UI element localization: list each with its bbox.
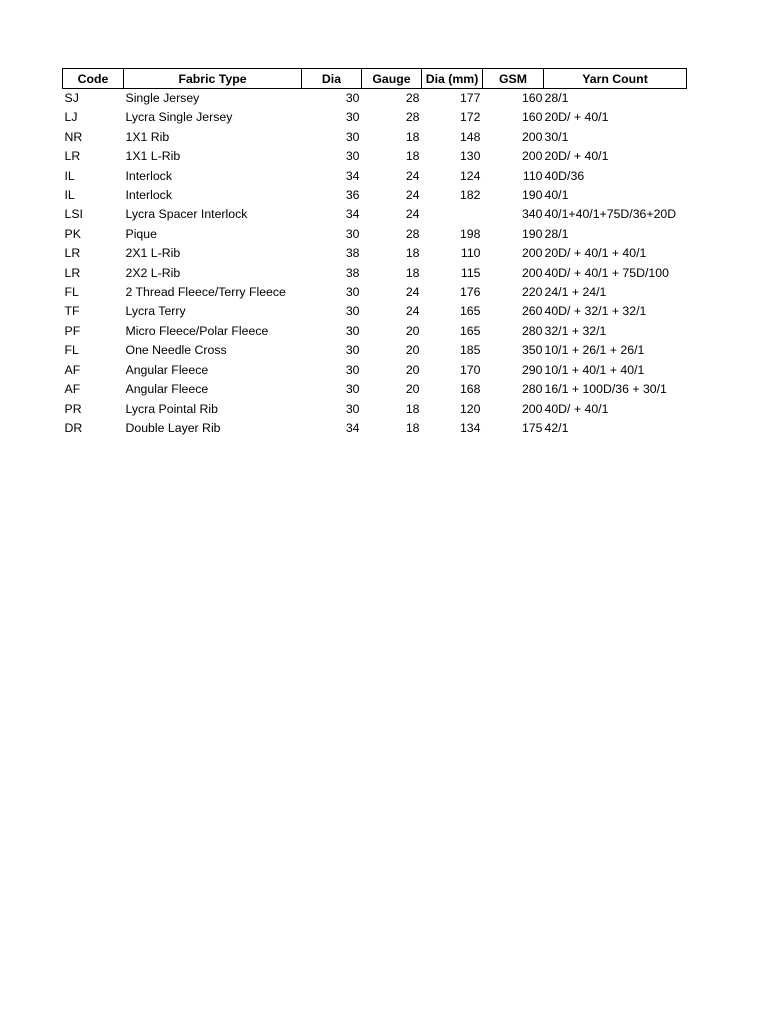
cell-gauge: 24: [405, 304, 420, 319]
cell-gauge: 18: [405, 246, 420, 261]
cell-dia-mm: 124: [459, 168, 481, 183]
table-header: [63, 69, 687, 89]
cell-gauge: 20: [405, 343, 420, 358]
header-code: Code: [63, 69, 124, 89]
cell-yarn-count: 30/1: [544, 129, 569, 144]
cell-dia: 38: [345, 246, 360, 261]
table-row: [63, 128, 687, 147]
cell-gauge: 24: [405, 285, 420, 300]
cell-fabric-type: Interlock: [125, 188, 172, 203]
cell-dia-mm: 130: [459, 149, 481, 164]
cell-dia-mm: 172: [459, 110, 481, 125]
table-row: [63, 341, 687, 360]
fabric-table: [62, 68, 687, 438]
table-row: [63, 283, 687, 302]
cell-dia: 34: [345, 168, 360, 183]
cell-code: SJ: [64, 91, 79, 105]
cell-code: LR: [64, 246, 81, 261]
cell-dia: 30: [345, 362, 360, 377]
cell-fabric-type: 1X1 Rib: [125, 129, 170, 144]
cell-gsm: 220: [521, 285, 543, 300]
cell-code: IL: [64, 188, 75, 203]
cell-fabric-type: Lycra Pointal Rib: [125, 401, 218, 416]
cell-gsm: 200: [521, 246, 543, 261]
header-dia-mm: Dia (mm): [422, 69, 483, 89]
table-row: [63, 302, 687, 321]
header-gauge: Gauge: [362, 69, 422, 89]
cell-dia: 30: [345, 285, 360, 300]
cell-gsm: 160: [521, 110, 543, 125]
header-fabric-type: Fabric Type: [124, 69, 302, 89]
cell-gsm: 200: [521, 129, 543, 144]
cell-code: AF: [64, 382, 81, 397]
table-body: [63, 89, 687, 439]
cell-gauge: 18: [405, 129, 420, 144]
cell-dia: 30: [345, 226, 360, 241]
cell-dia: 30: [345, 110, 360, 125]
cell-yarn-count: 40/1+40/1+75D/36+20D: [544, 207, 677, 222]
cell-gauge: 28: [405, 226, 420, 241]
cell-gauge: 18: [405, 401, 420, 416]
cell-code: PK: [64, 226, 81, 241]
table-row: [63, 167, 687, 186]
cell-fabric-type: 2X2 L-Rib: [125, 265, 181, 280]
table-row: [63, 380, 687, 399]
cell-yarn-count: 40D/36: [544, 168, 585, 183]
cell-fabric-type: Angular Fleece: [125, 382, 209, 397]
cell-dia-mm: 165: [459, 323, 481, 338]
table-row: [63, 147, 687, 166]
cell-gsm: 260: [521, 304, 543, 319]
cell-dia: 34: [345, 420, 360, 435]
cell-dia-mm: [422, 205, 483, 224]
cell-fabric-type: 2X1 L-Rib: [125, 246, 181, 261]
cell-dia: 30: [345, 91, 360, 105]
cell-fabric-type: Lycra Terry: [125, 304, 186, 319]
table-row: [63, 225, 687, 244]
cell-code: LR: [64, 149, 81, 164]
cell-dia: 30: [345, 304, 360, 319]
cell-dia: 30: [345, 129, 360, 144]
cell-gsm: 280: [521, 382, 543, 397]
cell-yarn-count: 20D/ + 40/1: [544, 110, 609, 125]
table-row: [63, 400, 687, 419]
cell-gauge: 18: [405, 149, 420, 164]
cell-gsm: 175: [521, 420, 543, 435]
cell-dia-mm: 185: [459, 343, 481, 358]
cell-gsm: 190: [521, 226, 543, 241]
cell-code: PF: [64, 323, 81, 338]
cell-fabric-type: Pique: [125, 226, 157, 241]
cell-code: IL: [64, 168, 75, 183]
cell-gsm: 190: [521, 188, 543, 203]
cell-code: LR: [64, 265, 81, 280]
header-dia: Dia: [302, 69, 362, 89]
cell-dia-mm: 110: [460, 246, 481, 261]
cell-fabric-type: 1X1 L-Rib: [125, 149, 181, 164]
table-row: [63, 186, 687, 205]
cell-dia-mm: 115: [460, 265, 481, 280]
cell-code: AF: [64, 362, 81, 377]
cell-dia: 36: [345, 188, 360, 203]
cell-code: LSI: [64, 207, 83, 222]
cell-fabric-type: Interlock: [125, 168, 172, 183]
cell-code: FL: [64, 285, 79, 300]
cell-code: LJ: [64, 110, 78, 125]
cell-gauge: 28: [405, 110, 420, 125]
cell-yarn-count: 40D/ + 40/1: [544, 401, 609, 416]
cell-yarn-count: 42/1: [544, 420, 569, 435]
cell-dia-mm: 177: [459, 91, 481, 105]
cell-gauge: 18: [405, 265, 420, 280]
cell-gsm: 200: [521, 401, 543, 416]
cell-dia-mm: 148: [459, 129, 481, 144]
cell-fabric-type: Single Jersey: [125, 91, 200, 105]
cell-code: DR: [64, 420, 83, 435]
cell-yarn-count: 24/1 + 24/1: [544, 285, 607, 300]
cell-yarn-count: 16/1 + 100D/36 + 30/1: [544, 382, 667, 397]
table-row: [63, 264, 687, 283]
cell-dia: 34: [345, 207, 360, 222]
cell-yarn-count: 40D/ + 40/1 + 75D/100: [544, 265, 669, 280]
table-row: [63, 361, 687, 380]
table-row: [63, 322, 687, 341]
cell-dia-mm: 134: [459, 420, 481, 435]
cell-dia: 30: [345, 401, 360, 416]
cell-dia-mm: 165: [459, 304, 481, 319]
cell-dia: 30: [345, 343, 360, 358]
cell-gauge: 18: [405, 420, 420, 435]
cell-fabric-type: Micro Fleece/Polar Fleece: [125, 323, 269, 338]
cell-fabric-type: 2 Thread Fleece/Terry Fleece: [125, 285, 286, 300]
table-row: [63, 89, 687, 109]
cell-dia-mm: 176: [459, 285, 481, 300]
cell-gauge: 24: [405, 188, 420, 203]
cell-dia-mm: 168: [459, 382, 481, 397]
cell-yarn-count: 40/1: [544, 188, 569, 203]
cell-code: PR: [64, 401, 82, 416]
cell-gauge: 20: [405, 362, 420, 377]
cell-gsm: 350: [521, 343, 543, 358]
cell-yarn-count: 28/1: [544, 91, 569, 105]
cell-gsm: 200: [521, 149, 543, 164]
header-row: [63, 69, 687, 89]
cell-gauge: 24: [405, 207, 420, 222]
cell-yarn-count: 10/1 + 26/1 + 26/1: [544, 343, 645, 358]
cell-gsm: 290: [521, 362, 543, 377]
cell-code: FL: [64, 343, 79, 358]
cell-dia: 30: [345, 382, 360, 397]
table-row: [63, 205, 687, 224]
cell-yarn-count: 20D/ + 40/1 + 40/1: [544, 246, 647, 261]
cell-dia-mm: 182: [459, 188, 481, 203]
table-row: [63, 419, 687, 438]
cell-dia-mm: 120: [459, 401, 481, 416]
cell-dia: 30: [345, 149, 360, 164]
cell-yarn-count: 28/1: [544, 226, 569, 241]
cell-fabric-type: One Needle Cross: [125, 343, 227, 358]
cell-gauge: 20: [405, 323, 420, 338]
cell-gauge: 24: [405, 168, 420, 183]
cell-fabric-type: Lycra Spacer Interlock: [125, 207, 248, 222]
cell-gauge: 28: [405, 91, 420, 105]
cell-gauge: 20: [405, 382, 420, 397]
cell-gsm: 160: [521, 91, 543, 105]
cell-yarn-count: 10/1 + 40/1 + 40/1: [544, 362, 645, 377]
cell-code: TF: [64, 304, 80, 319]
cell-yarn-count: 32/1 + 32/1: [544, 323, 607, 338]
cell-gsm: 200: [521, 265, 543, 280]
cell-dia: 30: [345, 323, 360, 338]
fabric-spec-sheet: [62, 68, 687, 438]
table-row: [63, 244, 687, 263]
cell-fabric-type: Double Layer Rib: [125, 420, 221, 435]
cell-dia: 38: [345, 265, 360, 280]
cell-gsm: 340: [521, 207, 543, 222]
cell-code: NR: [64, 129, 83, 144]
cell-yarn-count: 40D/ + 32/1 + 32/1: [544, 304, 647, 319]
cell-yarn-count: 20D/ + 40/1: [544, 149, 609, 164]
header-gsm: GSM: [483, 69, 544, 89]
cell-dia-mm: 170: [459, 362, 481, 377]
cell-fabric-type: Angular Fleece: [125, 362, 209, 377]
table-row: [63, 108, 687, 127]
cell-dia-mm: 198: [459, 226, 481, 241]
cell-gsm: 110: [522, 168, 543, 183]
cell-gsm: 280: [521, 323, 543, 338]
cell-fabric-type: Lycra Single Jersey: [125, 110, 233, 125]
header-yarn-count: Yarn Count: [544, 69, 687, 89]
